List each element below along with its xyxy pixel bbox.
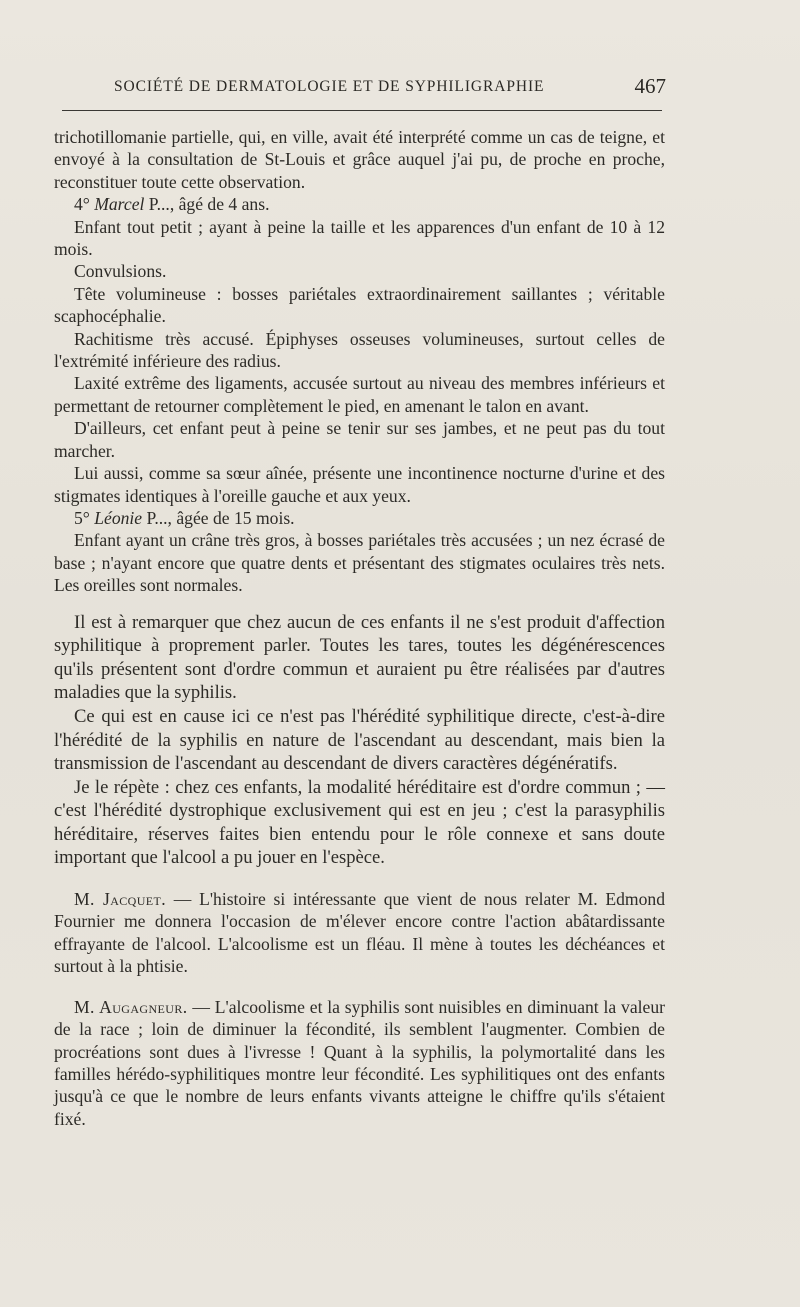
paragraph-6: Rachitisme très accusé. Épiphyses osseuses volumineuses, surtout celles de l'extrémité inférieure des radius. <box>54 328 665 372</box>
running-head: SOCIÉTÉ DE DERMATOLOGIE ET DE SYPHILIGRAPHIE <box>114 78 545 95</box>
case-heading-leonie <box>54 507 665 529</box>
case-details: P..., âgée de 15 mois. <box>142 507 295 528</box>
paragraph-14: Je le répète : chez ces enfants, la modalité héréditaire est d'ordre commun ; — c'est l'hérédité dystrophique exclusivement qui est en jeu ; c'est la parasyphilis héréditaire, réserves faites bien entendu pour le rôle connexe et sans doute important que l'alcool a pu jouer en l'espèce. <box>54 776 665 869</box>
paragraph-3: Enfant tout petit ; ayant à peine la taille et les apparences d'un enfant de 10 à 12 mois. <box>54 216 665 260</box>
speaker-name: M. Augagneur. <box>74 996 188 1017</box>
paragraph-9: Lui aussi, comme sa sœur aînée, présente une incontinence nocturne d'urine et des stigmates identiques à l'oreille gauche et aux yeux. <box>54 463 665 506</box>
paragraph-1: trichotillomanie partielle, qui, en ville, avait été interprété comme un cas de teigne, et envoyé à la consultation de St-Louis et grâce auquel j'ai pu, de proche en proche, reconstituer toute cette observation. <box>54 127 665 192</box>
case-number: 4° <box>74 194 95 215</box>
paragraph-12: Il est à remarquer que chez aucun de ces enfants il ne s'est produit d'affection syphilitique à proprement parler. Toutes les tares, toutes les dégénérescences qu'ils présentent sont d'ordre commun et auraient pu être réalisées par d'autres maladies que la syphilis. <box>54 611 665 704</box>
case-name: Marcel <box>94 194 145 215</box>
case-number: 5° <box>74 507 95 528</box>
remark-jacquet <box>54 888 665 978</box>
paragraph-7: Laxité extrême des ligaments, accusée surtout au niveau des membres inférieurs et permettant de retourner complètement le pied, en amenant le talon en avant. <box>54 373 665 416</box>
paragraph-8: D'ailleurs, cet enfant peut à peine se tenir sur ses jambes, et ne peut pas du tout marcher. <box>54 418 665 461</box>
header-rule <box>62 110 662 111</box>
body-text <box>54 126 665 1130</box>
case-details: P..., âgé de 4 ans. <box>144 194 270 215</box>
paragraph-13: Ce qui est en cause ici ce n'est pas l'hérédité syphilitique directe, c'est-à-dire l'hérédité de la syphilis en nature de l'ascendant au descendant, mais bien la transmission de l'ascendant au descendant de divers caractères dégénératifs. <box>54 705 665 775</box>
paragraph-5: Tête volumineuse : bosses pariétales extraordinairement saillantes ; véritable scaphocéphalie. <box>54 283 665 327</box>
speaker-name: M. Jacquet. <box>74 889 167 910</box>
page-number: 467 <box>634 74 666 98</box>
remark-augagneur <box>54 996 665 1130</box>
case-name: Léonie <box>94 507 143 528</box>
remark-text: — L'alcoolisme et la syphilis sont nuisibles en diminuant la valeur de la race ; loin de diminuer la fécondité, ils semblent l'augmenter. Combien de procréations sont dues à l'ivresse ! Quant à la syphilis, la polymortalité dans les familles hérédo-syphilitiques montre leur fécondité. Les syphilitiques ont des enfants jusqu'à ce que le nombre de leurs enfants vivants atteigne le chiffre qu'ils s'étaient fixé. <box>54 996 666 1129</box>
page-header <box>114 76 666 102</box>
case-heading-marcel <box>54 193 665 215</box>
paragraph-4: Convulsions. <box>74 261 167 282</box>
paragraph-11: Enfant ayant un crâne très gros, à bosses pariétales très accusées ; un nez écrasé de base ; n'ayant encore que quatre dents et présentant des stigmates oculaires très nets. Les oreilles sont normales. <box>54 530 665 596</box>
remark-text: — L'histoire si intéressante que vient de nous relater M. Edmond Fournier me donnera l'occasion de m'élever encore contre l'action abâtardissante effrayante de l'alcool. L'alcoolisme est un fléau. Il mène à toutes les déchéances et surtout à la phtisie. <box>54 889 665 977</box>
